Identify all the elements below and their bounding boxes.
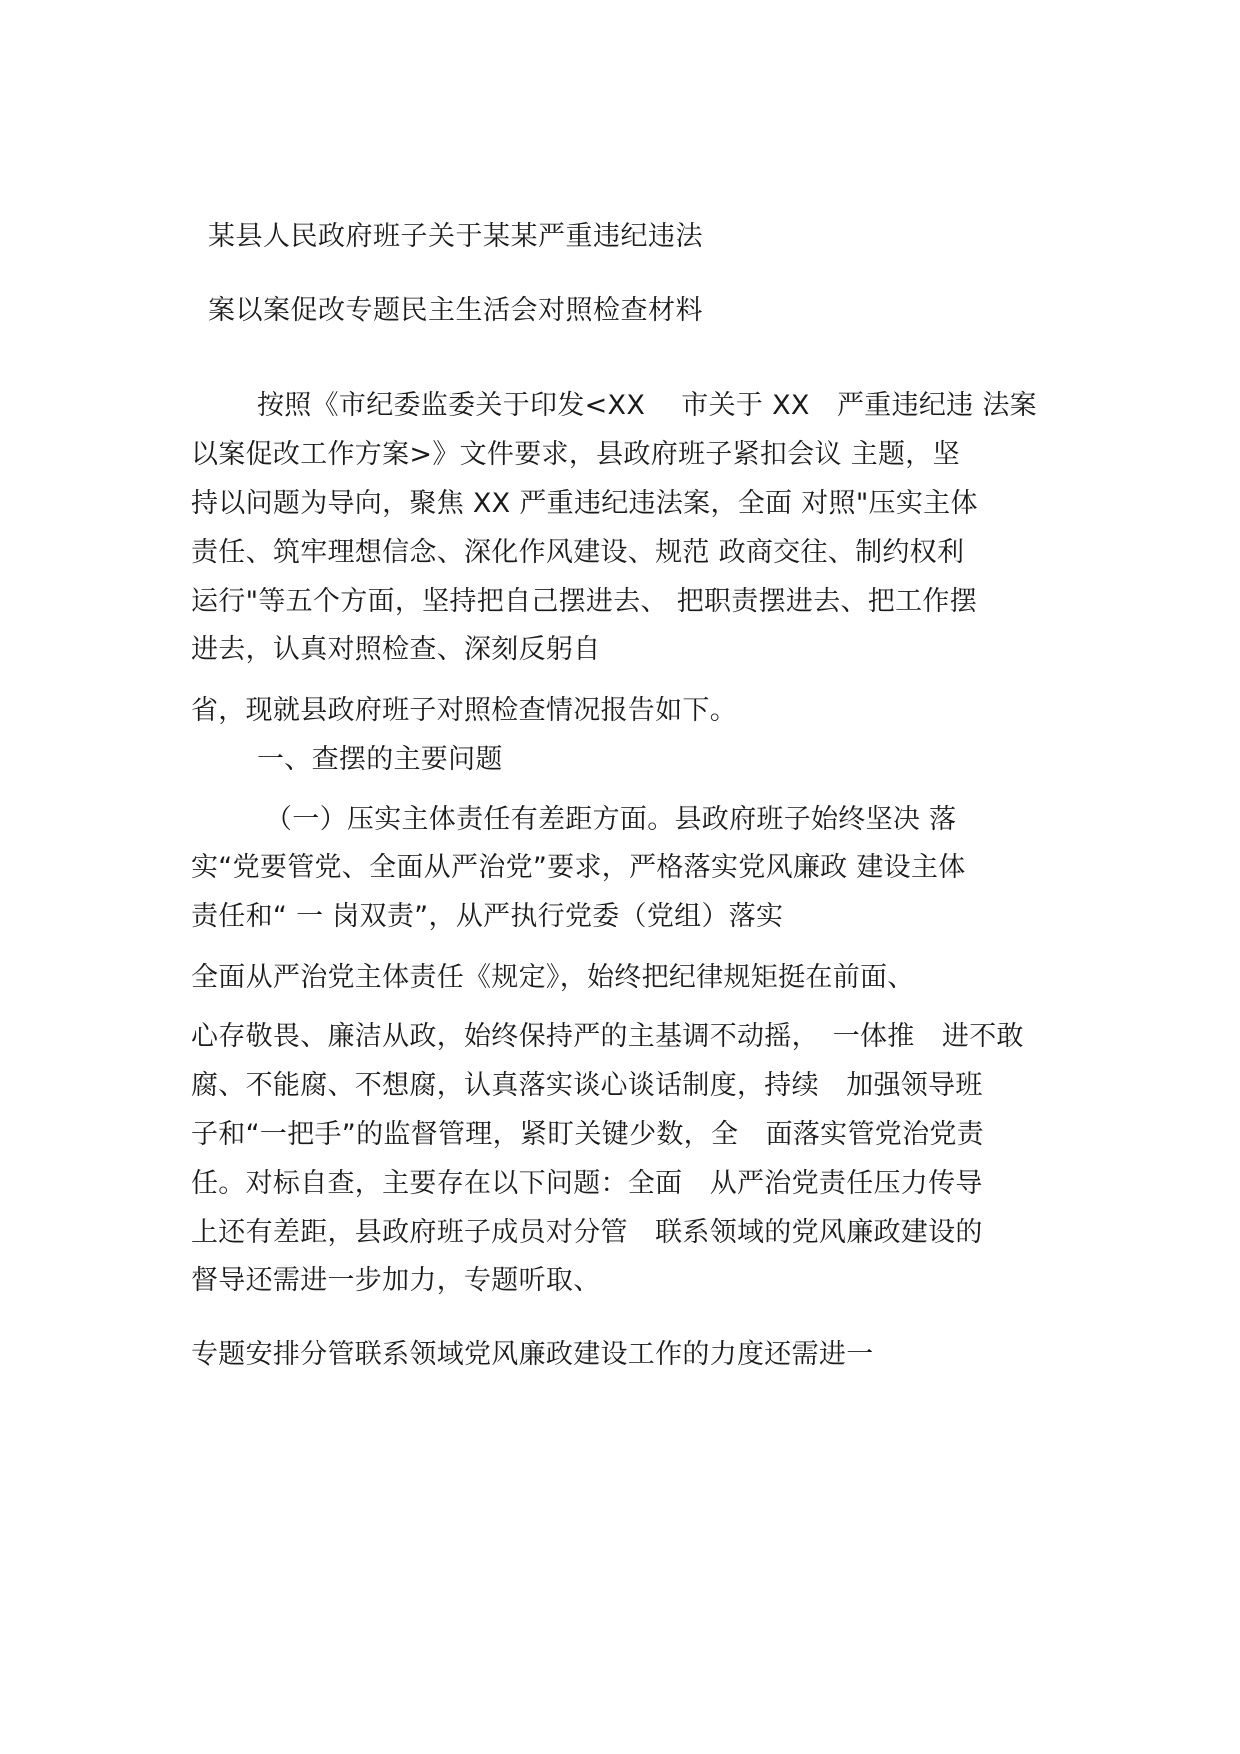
paragraph-line: 进去，认真对照检查、深刻反躬自 <box>191 634 601 665</box>
paragraph-line: 责任、筑牢理想信念、深化作风建设、规范 政商交往、制约权利 <box>191 537 965 568</box>
paragraph-line: 子和“一把手”的监督管理，紧盯关键少数，全 面落实管党治党责 <box>191 1119 984 1150</box>
paragraph-line: 实“党要管党、全面从严治党”要求，严格落实党风廉政 建设主体 <box>191 852 966 883</box>
paragraph-line: 按照《市纪委监委关于印发<XX 市关于 XX 严重违纪违 法案 <box>257 390 1037 421</box>
paragraph-line: 上还有差距，县政府班子成员对分管 联系领域的党风廉政建设的 <box>191 1217 983 1248</box>
section-heading: 一、查摆的主要问题 <box>257 744 503 775</box>
paragraph-line: 心存敬畏、廉洁从政，始终保持严的主基调不动摇， 一体推 进不敢 <box>191 1021 1024 1052</box>
paragraph-line: 任。对标自查，主要存在以下问题：全面 从严治党责任压力传导 <box>191 1168 983 1199</box>
paragraph-line: 督导还需进一步加力，专题听取、 <box>191 1265 601 1296</box>
paragraph-line: 腐、不能腐、不想腐，认真落实谈心谈话制度，持续 加强领导班 <box>191 1070 983 1101</box>
paragraph-line: 责任和“ 一 岗双责”，从严执行党委（党组）落实 <box>191 901 784 932</box>
paragraph-line: 专题安排分管联系领域党风廉政建设工作的力度还需进一 <box>191 1339 874 1370</box>
paragraph-line: 持以问题为导向，聚焦 XX 严重违纪违法案，全面 对照"压实主体 <box>191 488 978 519</box>
paragraph-line: 全面从严治党主体责任《规定》，始终把纪律规矩挺在前面、 <box>191 962 915 993</box>
paragraph-line: 运行"等五个方面，坚持把自己摆进去、 把职责摆进去、把工作摆 <box>191 586 977 617</box>
subsection-heading-line: （一）压实主体责任有差距方面。县政府班子始终坚决 落 <box>265 804 957 835</box>
paragraph-line: 以案促改工作方案>》文件要求，县政府班子紧扣会议 主题，坚 <box>191 439 960 470</box>
document-title-line-2: 案以案促改专题民主生活会对照检查材料 <box>208 295 703 326</box>
document-title-line-1: 某县人民政府班子关于某某严重违纪违法 <box>208 221 703 252</box>
paragraph-line: 省，现就县政府班子对照检查情况报告如下。 <box>191 695 737 726</box>
